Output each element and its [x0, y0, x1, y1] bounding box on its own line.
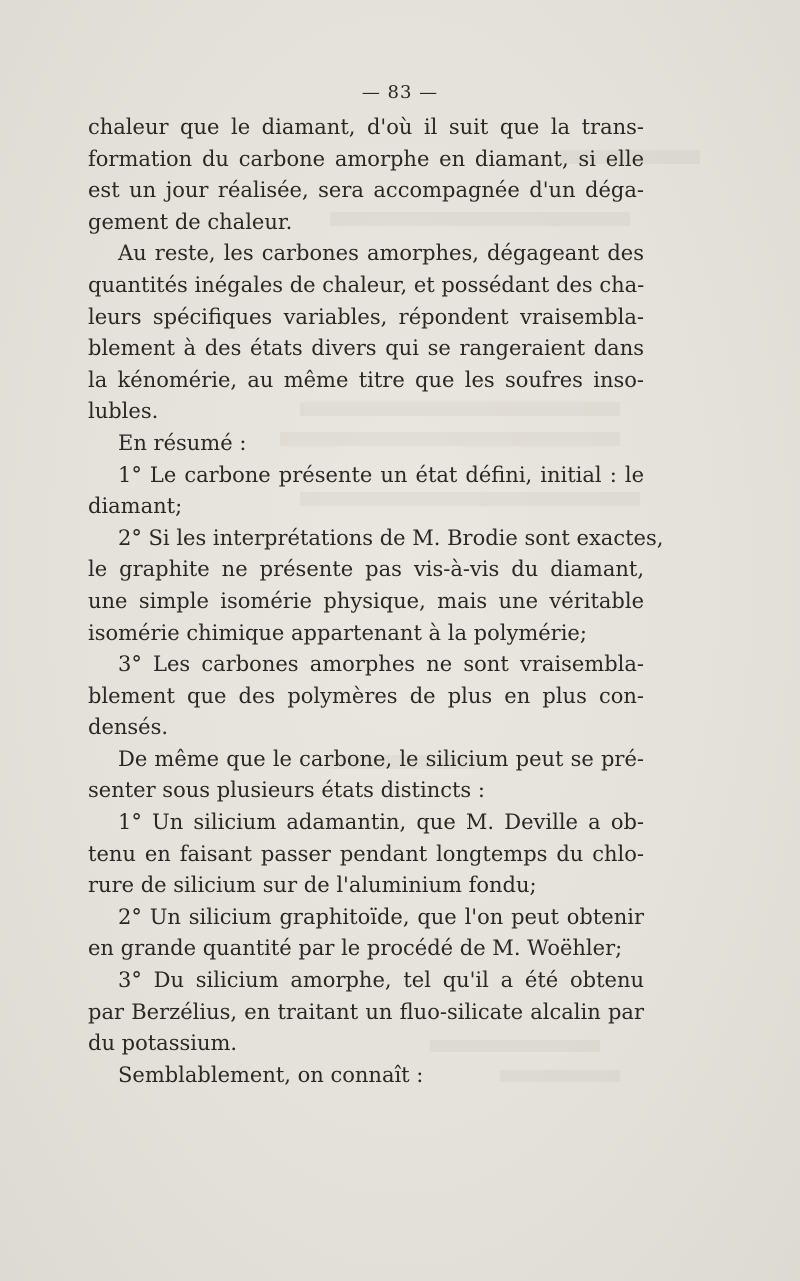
text-line: Au reste, les carbones amorphes, dégageant des [118, 241, 644, 266]
text-line: le graphite ne présente pas vis-à-vis du diamant, [88, 557, 644, 582]
paragraph [88, 460, 644, 523]
text-line: gement de chaleur. [88, 209, 293, 234]
text-line: par Berzélius, en traitant un fluo-silicate alcalin par [88, 999, 644, 1024]
text-line: lubles. [88, 399, 159, 424]
paragraph [88, 902, 644, 965]
paragraph [88, 523, 664, 649]
paragraph [88, 428, 644, 460]
paragraph [88, 238, 644, 428]
text-line: blement à des états divers qui se rangeraient dans [88, 336, 644, 361]
text-line: leurs spécifiques variables, répondent vraisembla- [88, 304, 644, 329]
text-line: En résumé : [118, 430, 247, 455]
text-line: quantités inégales de chaleur, et possédant des cha- [88, 272, 645, 297]
text-line: 1° Un silicium adamantin, que M. Deville a ob- [118, 810, 644, 835]
text-line: formation du carbone amorphe en diamant, si elle [88, 146, 644, 171]
text-line: est un jour réalisée, sera accompagnée d'un déga- [88, 178, 644, 203]
text-line: Semblablement, on connaît : [118, 1062, 424, 1087]
text-line: une simple isomérie physique, mais une véritable [88, 588, 644, 613]
paragraph [88, 744, 644, 807]
text-line: rure de silicium sur de l'aluminium fondu; [88, 873, 537, 898]
paragraph [88, 965, 644, 1060]
paragraph [88, 807, 644, 902]
text-line: De même que le carbone, le silicium peut se pré- [118, 746, 644, 771]
text-line: tenu en faisant passer pendant longtemps du chlo- [88, 841, 644, 866]
text-line: 3° Du silicium amorphe, tel qu'il a été obtenu [118, 968, 644, 993]
text-line: 1° Le carbone présente un état défini, initial : le [118, 462, 644, 487]
text-line: en grande quantité par le procédé de M. Woëhler; [88, 936, 623, 961]
paragraph [88, 112, 644, 238]
text-line: 3° Les carbones amorphes ne sont vraisembla- [118, 652, 644, 677]
paragraph [88, 1060, 644, 1092]
paragraph [88, 649, 644, 744]
text-line: 2° Si les interprétations de M. Brodie sont exactes, [118, 525, 664, 550]
text-line: chaleur que le diamant, d'où il suit que la trans- [88, 115, 644, 139]
text-line: 2° Un silicium graphitoïde, que l'on peut obtenir [118, 904, 644, 929]
page-number: — 83 — [361, 82, 439, 103]
text-line: du potassium. [88, 1031, 238, 1056]
text-line: isomérie chimique appartenant à la polymérie; [88, 620, 587, 645]
body-text [88, 112, 664, 1091]
text-line: densés. [88, 715, 169, 740]
text-line: blement que des polymères de plus en plus con- [88, 683, 644, 708]
text-line: la kénomérie, au même titre que les soufres inso- [88, 367, 644, 392]
text-line: diamant; [88, 494, 183, 519]
text-line: senter sous plusieurs états distincts : [88, 778, 485, 803]
